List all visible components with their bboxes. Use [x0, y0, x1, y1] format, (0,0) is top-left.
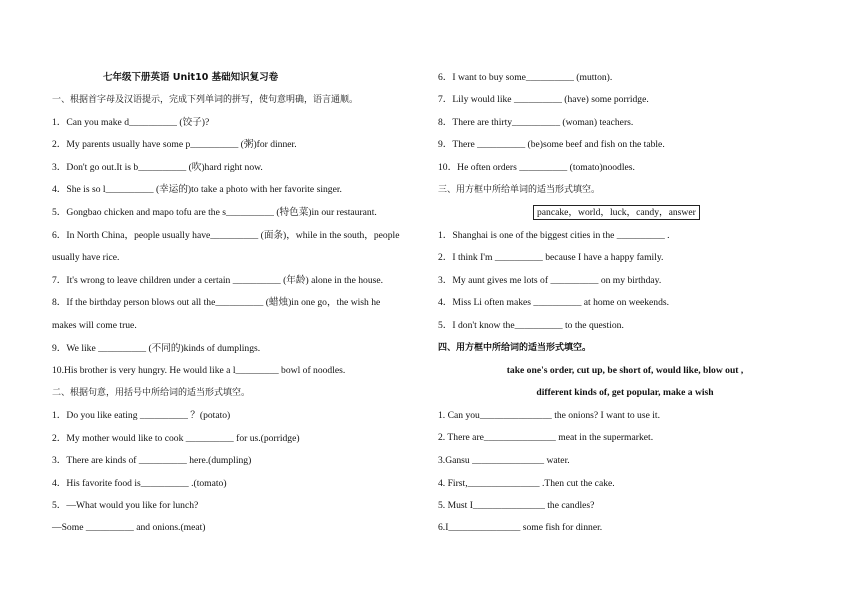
question-r4-1: 1. Can you_______________ the onions? I want to use it.: [438, 410, 660, 421]
question-l10: 10.His brother is very hungry. He would like a l_________ bowl of noodles.: [52, 365, 346, 376]
question-l9: 9．We like __________ (不同的)kinds of dumplings.: [52, 343, 261, 354]
question-l2-5: 5．—What would you like for lunch?: [52, 500, 199, 511]
phrase-list-2: different kinds of, get popular, make a wish: [536, 387, 714, 398]
question-l2-3: 3．There are kinds of __________ here.(dumpling): [52, 455, 252, 466]
question-r3-3: 3．My aunt gives me lots of __________ on my birthday.: [438, 275, 662, 286]
question-r3-2: 2．I think I'm __________ because I have a happy family.: [438, 252, 664, 263]
question-l2-5-answer: —Some __________ and onions.(meat): [52, 522, 206, 533]
question-l2: 2．My parents usually have some p__________ (粥)for dinner.: [52, 139, 297, 150]
question-r4-5: 5. Must I_______________ the candles?: [438, 500, 595, 511]
section3-header: 三、用方框中所给单词的适当形式填空。: [438, 185, 601, 195]
question-r4-2: 2. There are_______________ meat in the supermarket.: [438, 432, 654, 443]
word-box: pancake，world，luck，candy，answer: [533, 205, 700, 220]
question-l3: 3．Don't go out.It is b__________ (吹)hard right now.: [52, 162, 263, 173]
question-r4-6: 6.I_______________ some fish for dinner.: [438, 522, 603, 533]
question-l2-4: 4．His favorite food is__________ .(tomato): [52, 478, 227, 489]
question-r4-3: 3.Gansu _______________ water.: [438, 455, 570, 466]
question-l2-2: 2．My mother would like to cook __________ for us.(porridge): [52, 433, 300, 444]
question-l6: 6．In North China，people usually have__________ (面条)，while in the south，people: [52, 230, 400, 241]
question-r3-1: 1．Shanghai is one of the biggest cities in the __________ .: [438, 230, 670, 241]
section2-header: 二、根据句意，用括号中所给词的适当形式填空。: [52, 388, 251, 398]
section4-header: 四、用方框中所给词的适当形式填空。: [438, 343, 592, 353]
question-r8: 8．There are thirty__________ (woman) teachers.: [438, 117, 634, 128]
question-r7: 7．Lily would like __________ (have) some porridge.: [438, 94, 649, 105]
question-l6-cont: usually have rice.: [52, 252, 120, 263]
question-l8: 8．If the birthday person blows out all the__________ (蜡烛)in one go，the wish he: [52, 297, 381, 308]
question-r6: 6．I want to buy some__________ (mutton).: [438, 72, 613, 83]
question-l7: 7．It's wrong to leave children under a certain __________ (年龄) alone in the house.: [52, 275, 384, 286]
question-r3-5: 5．I don't know the__________ to the question.: [438, 320, 624, 331]
question-l5: 5．Gongbao chicken and mapo tofu are the s__________ (特色菜)in our restaurant.: [52, 207, 377, 218]
question-r3-4: 4．Miss Li often makes __________ at home on weekends.: [438, 297, 670, 308]
question-l2-1: 1．Do you like eating __________ ？(potato): [52, 410, 231, 421]
question-l8-cont: makes will come true.: [52, 320, 137, 331]
question-r4-4: 4. First,_______________ .Then cut the cake.: [438, 478, 615, 489]
question-l1: 1．Can you make d__________ (饺子)?: [52, 117, 210, 128]
question-r10: 10．He often orders __________ (tomato)noodles.: [438, 162, 635, 173]
question-l4: 4．She is so l__________ (幸运的)to take a photo with her favorite singer.: [52, 184, 342, 195]
section1-header: 一、根据首字母及汉语提示，完成下列单词的拼写，使句意明确，语言通顺。: [52, 95, 359, 105]
question-r9: 9．There __________ (be)some beef and fish on the table.: [438, 139, 665, 150]
page-title: 七年级下册英语 Unit10 基础知识复习卷: [103, 72, 279, 83]
phrase-list-1: take one's order, cut up, be short of, would like, blow out ,: [506, 365, 744, 376]
